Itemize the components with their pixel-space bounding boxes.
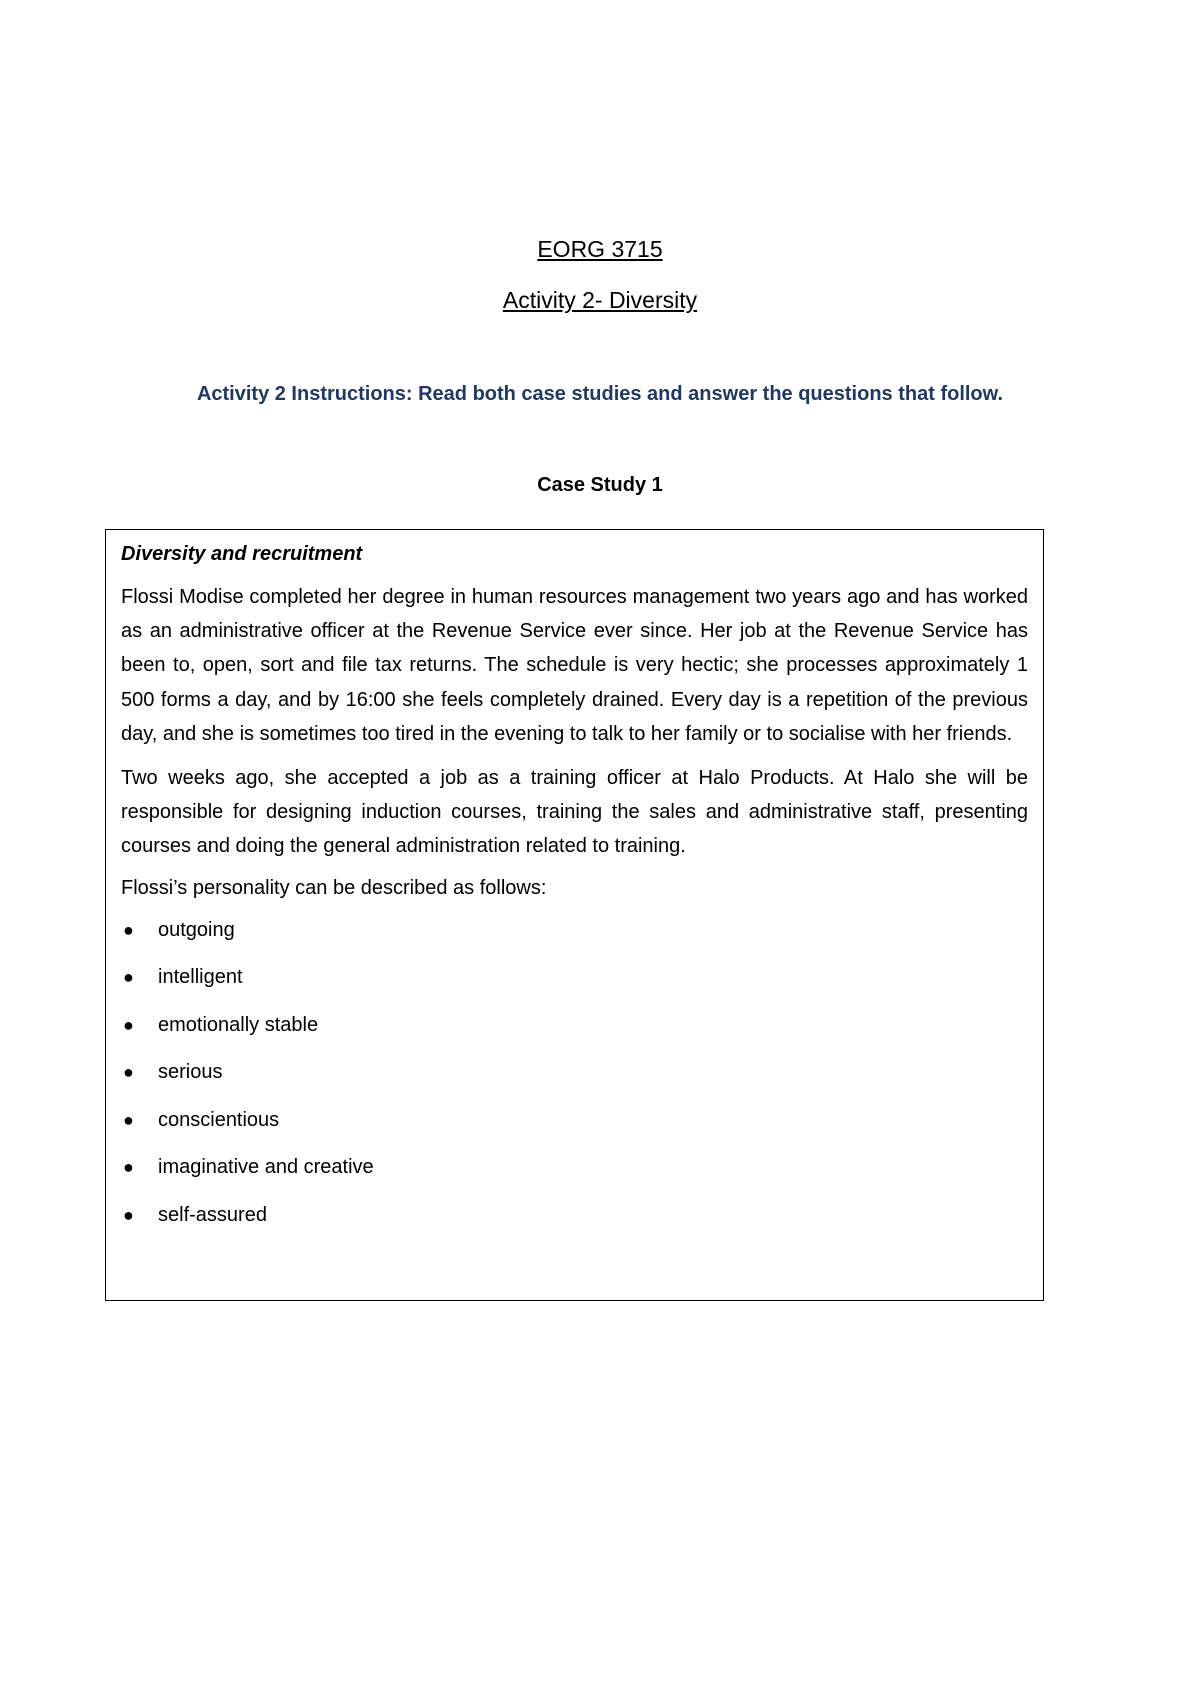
trait-label: conscientious [158,1108,280,1131]
trait-label: outgoing [158,918,235,941]
bullet-dot-icon: ● [123,1062,134,1083]
list-item [121,916,1028,964]
bullet-dot-icon: ● [123,919,134,940]
trait-label: intelligent [158,966,243,989]
bullet-dot-icon: ● [123,1014,134,1035]
list-item [121,1201,1028,1249]
case-study-paragraph-1: Flossi Modise completed her degree in human resources management two years ago and has worked as an administrative officer at the Revenue Service ever since. Her job at the Revenue Service has been to, open, sort and file tax returns. The schedule is very hectic; she processes approximately 1 500 forms a day, and by 16:00 she feels completely drained. Every day is a repetition of the previous day, and she is sometimes too tired in the evening to talk to her family or to socialise with her friends. [121,586,1028,745]
list-item [121,1011,1028,1059]
case-study-heading: Case Study 1 [537,474,663,496]
list-item [121,1153,1028,1201]
trait-label: imaginative and creative [158,1156,374,1179]
list-item [121,963,1028,1011]
activity-instructions: Activity 2 Instructions: Read both case studies and answer the questions that follow. [196,383,1004,405]
case-study-box-title: Diversity and recruitment [121,543,363,565]
list-item [121,1106,1028,1154]
activity-title: Activity 2- Diversity [502,287,698,313]
trait-label: emotionally stable [158,1013,319,1036]
bullet-dot-icon: ● [123,967,134,988]
case-study-box [105,529,1044,1301]
bullet-dot-icon: ● [123,1157,134,1178]
case-study-paragraph-2: Two weeks ago, she accepted a job as a training officer at Halo Products. At Halo she will be responsible for designing induction courses, training the sales and administrative staff, presenting courses and doing the general administration related to training. [121,767,1028,858]
bullet-dot-icon: ● [123,1109,134,1130]
trait-label: serious [158,1061,223,1084]
bullet-dot-icon: ● [123,1204,134,1225]
course-code: EORG 3715 [537,236,663,262]
trait-label: self-assured [158,1203,267,1226]
personality-trait-list [121,916,1028,1249]
personality-intro: Flossi’s personality can be described as follows: [121,876,547,899]
list-item [121,1058,1028,1106]
